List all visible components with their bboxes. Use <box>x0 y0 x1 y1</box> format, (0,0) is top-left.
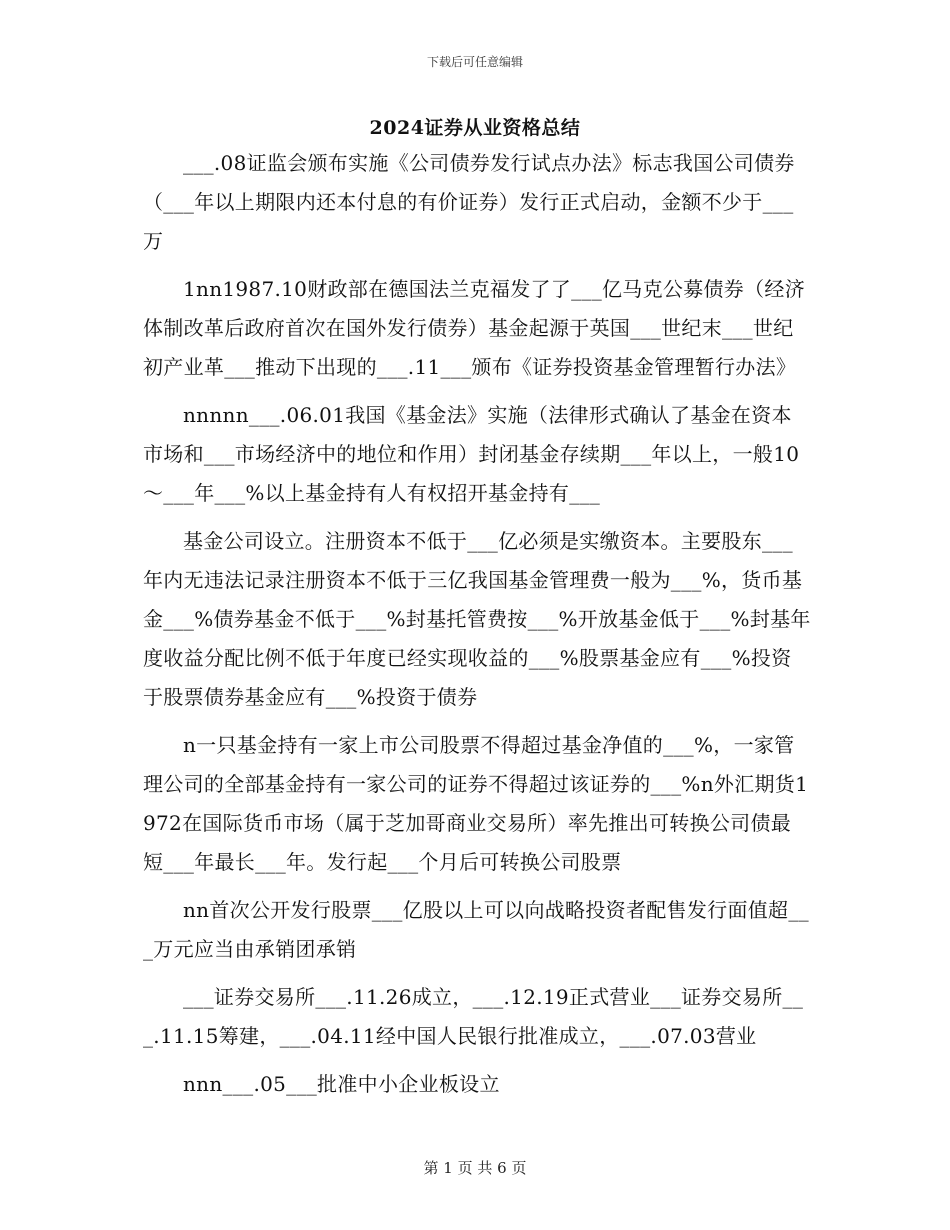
paragraph: nnnnn___.06.01我国《基金法》实施（法律形式确认了基金在资本市场和___市场经济中的地位和作用）封闭基金存续期___年以上，一般10～___年___%以上基金持有人有权招开基金持有___ <box>143 403 800 505</box>
page-footer: 第 1 页 共 6 页 <box>423 1159 527 1177</box>
paragraph: nnn___.05___批准中小企业板设立 <box>183 1072 500 1096</box>
document-body <box>143 144 811 1104</box>
paragraph: 1nn1987.10财政部在德国法兰克福发了了___亿马克公募债券（经济体制改革后政府首次在国外发行债券）基金起源于英国___世纪末___世纪初产业革___推动下出现的___.11___颁布《证券投资基金管理暂行办法》 <box>143 277 805 379</box>
paragraph: 基金公司设立。注册资本不低于___亿必须是实缴资本。主要股东___年内无违法记录注册资本不低于三亿我国基金管理费一般为___%，货币基金___%债券基金不低于___%封基托管费按___%开放基金低于___%封基年度收益分配比例不低于年度已经实现收益的___%股票基金应有___%投资于股票债券基金应有___%投资于债券 <box>143 529 811 709</box>
paragraph: ___证券交易所___.11.26成立，___.12.19正式营业___证券交易所___.11.15筹建，___.04.11经中国人民银行批准成立，___.07.03营业 <box>143 985 804 1048</box>
paragraph: nn首次公开发行股票___亿股以上可以向战略投资者配售发行面值超___万元应当由承销团承销 <box>143 898 809 961</box>
header-note: 下载后可任意编辑 <box>426 55 523 69</box>
paragraph: ___.08证监会颁布实施《公司债券发行试点办法》标志我国公司债券（___年以上期限内还本付息的有价证券）发行正式启动，金额不少于___万 <box>143 151 795 253</box>
document-title: 2024证券从业资格总结 <box>369 117 581 139</box>
paragraph: n一只基金持有一家上市公司股票不得超过基金净值的___%，一家管理公司的全部基金持有一家公司的证券不得超过该证券的___%n外汇期货1972在国际货币市场（属于芝加哥商业交易所）率先推出可转换公司债最短___年最长___年。发行起___个月后可转换公司股票 <box>143 733 809 874</box>
